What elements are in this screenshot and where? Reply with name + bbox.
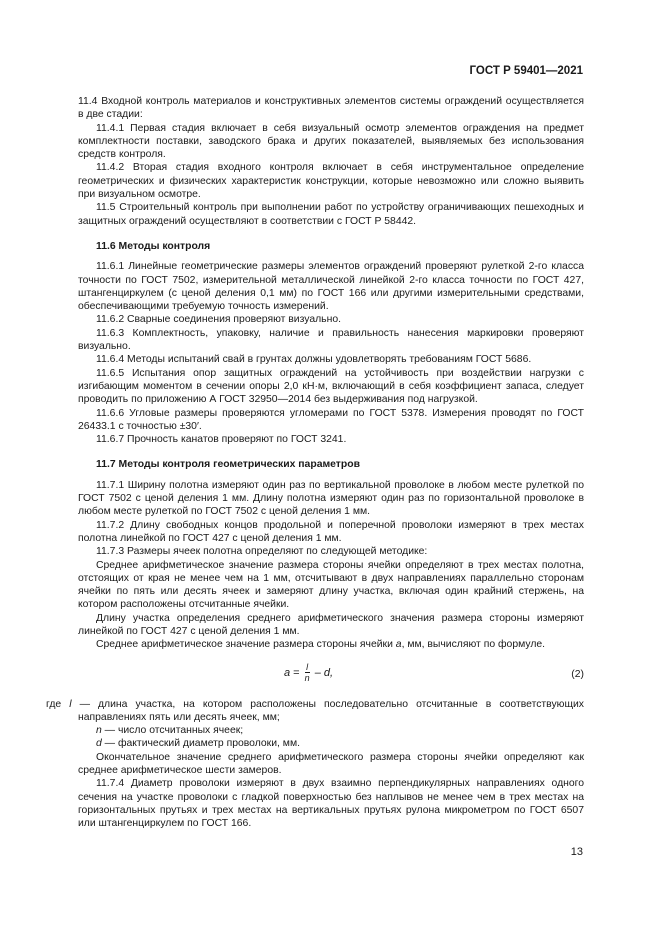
legend-item-n: n — число отсчитанных ячеек; <box>96 725 244 737</box>
paragraph-11-6-5: 11.6.5 Испытания опор защитных ограждений на устойчивость при воздействии нагрузки с изгибающим моментом в сечении опоры 2,0 кН·м, включающий в себя коэффициент запаса, следует проводить по приложению А ГОСТ 32950—2014 без выдерживания под нагрузкой. <box>78 367 584 406</box>
legend-item-d: d — фактический диаметр проволоки, мм. <box>96 738 300 750</box>
legend-item-l: где l — длина участка, на котором расположены последовательно отсчитанные в соответствующих направлениях пять или десять ячеек, мм; <box>46 698 584 723</box>
paragraph-11-6-3: 11.6.3 Комплектность, упаковку, наличие и правильность нанесения маркировки проверяют визуально. <box>78 327 584 353</box>
paragraph-method-length: Длину участка определения среднего арифметического значения размера стороны измеряют линейкой по ГОСТ 427 с ценой деления 1 мм. <box>78 612 584 637</box>
formula-number: (2) <box>571 668 584 680</box>
paragraph-final-mean: Окончательное значение среднего арифметического размера стороны ячейки определяют как среднее арифметическое шести замеров. <box>78 751 584 777</box>
paragraph-11-7-4: 11.7.4 Диаметр проволоки измеряют в двух взаимно перпендикулярных направлениях одного сечения на участке проволоки с гладкой поверхностью без наплывов не менее чем в трех местах на горизонтальных прутьях и трех местах на вертикальных прутьях рулона микрометром по ГОСТ 6507 или штангенциркулем по ГОСТ 166. <box>78 778 584 830</box>
paragraph-11-6-7: 11.6.7 Прочность канатов проверяют по ГОСТ 3241. <box>96 434 347 446</box>
section-heading-11-6: 11.6 Методы контроля <box>96 240 211 252</box>
paragraph-11-6-1: 11.6.1 Линейные геометрические размеры элементов ограждений проверяют рулеткой 2-го класса точности по ГОСТ 7502, измерительной металлической линейкой 2-го класса точности по ГОСТ 427, штангенциркулем (с ценой деления 0,1 мм) по ГОСТ 166 или другими измерительными средствами, обеспечивающими требуемую точность измерений. <box>78 261 584 313</box>
paragraph-text: 11.4 Входной контроль материалов и конструктивных элементов системы ограждений осуществляется в две стадии: <box>78 96 584 121</box>
formula-2 <box>78 656 584 696</box>
paragraph-method-mean: Среднее арифметическое значение размера стороны ячейки определяют в трех местах полотна, отстоящих от края не менее чем на 1 мм, отсчитывают в двух направлениях параллельно сторонам ячейки по пять или десять ячеек и замеряют длину участка, включая один крайний стержень, на котором расположены отсчитанные ячейки. <box>78 559 584 611</box>
paragraph-11-6-6: 11.6.6 Угловые размеры проверяются угломерами по ГОСТ 5378. Измерения проводят по ГОСТ 26433.1 с точностью ±30′. <box>78 407 584 432</box>
paragraph-11-7-3: 11.7.3 Размеры ячеек полотна определяют по следующей методике: <box>96 546 428 558</box>
paragraph-11-4 <box>78 95 584 122</box>
paragraph-11-6-4: 11.6.4 Методы испытаний свай в грунтах должны удовлетворять требованиям ГОСТ 5686. <box>96 354 532 366</box>
formula-expression: a = $\frac{l}{n}$ – d, <box>284 661 334 683</box>
formula-legend <box>46 698 584 751</box>
paragraph-11-5: 11.5 Строительный контроль при выполнении работ по устройству ограничивающих пешеходных и защитных ограждений осуществляют в соответствии с ГОСТ Р 58442. <box>78 202 584 227</box>
page-number: 13 <box>570 846 583 858</box>
paragraph-11-7-2: 11.7.2 Длину свободных концов продольной и поперечной проволоки измеряют в трех местах полотна линейкой по ГОСТ 427 с ценой деления 1 мм. <box>78 519 584 544</box>
formula-fraction: $\frac{l}{n}$ <box>304 661 310 683</box>
section-heading-11-7: 11.7 Методы контроля геометрических параметров <box>96 459 360 471</box>
formula-intro: Среднее арифметическое значение размера стороны ячейки a, мм, вычисляют по формуле. <box>96 639 546 651</box>
standard-header: ГОСТ Р 59401—2021 <box>469 65 583 77</box>
paragraph-11-6-2: 11.6.2 Сварные соединения проверяют визуально. <box>96 314 341 326</box>
paragraph-11-4-1: 11.4.1 Первая стадия включает в себя визуальный осмотр элементов ограждения на предмет комплектности поставки, заводского брака и других показателей, выявляемых без использования средств контроля. <box>78 122 584 161</box>
paragraph-11-4-2: 11.4.2 Вторая стадия входного контроля включает в себя инструментальное определение геометрических и физических характеристик конструкции, которые невозможно или сложно выявить при визуальном осмотре. <box>78 162 584 201</box>
document-body <box>46 95 584 831</box>
paragraph-11-7-1: 11.7.1 Ширину полотна измеряют один раз по вертикальной проволоке в любом месте рулеткой по ГОСТ 7502 с ценой деления 1 мм. Длину полотна измеряют один раз по горизонтальной проволоке в любом месте рулеткой по ГОСТ 7502 с ценой деления 1 мм. <box>78 479 584 518</box>
